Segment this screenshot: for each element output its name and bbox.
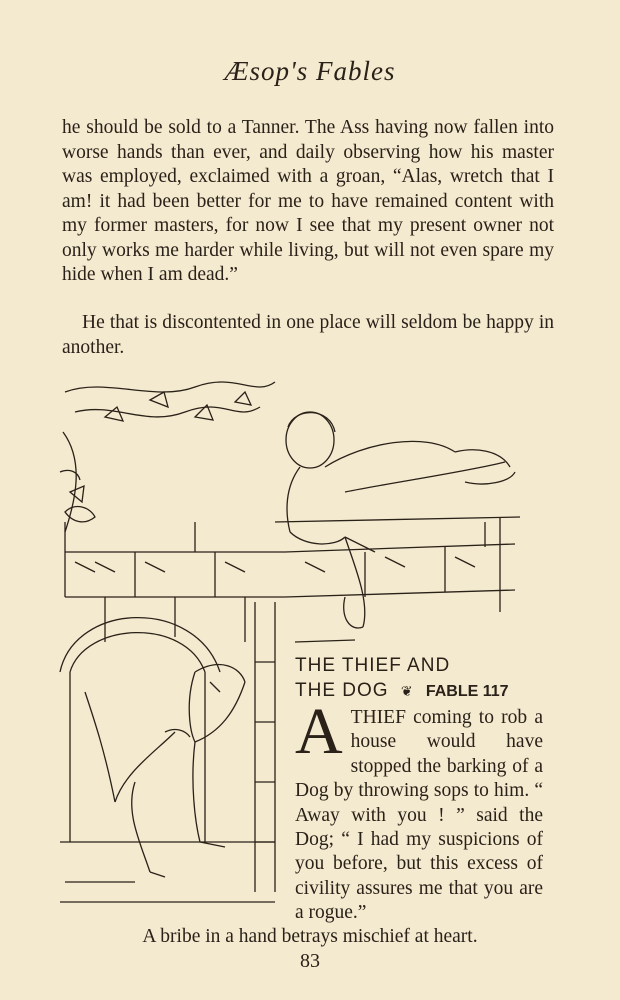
kennel-arch xyxy=(60,618,275,902)
paragraph-text: He that is discontented in one place will seldom be happy in another. xyxy=(62,312,554,358)
fable-body-text: THIEF coming to rob a house would have stopped the barking of a Dog by throwing sops to him. “ Away with you ! ” said the Dog; “ I had my suspicions of you before, but this excess of civility assures me that you are a rogue.” xyxy=(295,707,543,924)
dog-figure xyxy=(85,665,245,877)
fable-title-line-2: THE DOG xyxy=(295,680,389,701)
fable-number: FABLE 117 xyxy=(425,683,509,700)
paragraph-continuation xyxy=(62,116,554,288)
fable-text xyxy=(295,695,543,926)
page-number: 83 xyxy=(300,950,320,972)
fable-moral: A bribe in a hand betrays mischief at heart. xyxy=(142,926,478,947)
fable-title-line-1: THE THIEF AND xyxy=(295,655,451,676)
paragraph-text: he should be sold to a Tanner. The Ass having now fallen into worse hands than ever, and daily observing how his master was employed, exclaimed with a groan, “Alas, wretch that I am! it had been better for me to have remained content with my former masters, for now I see that my present owner not only works me harder while living, but will not even spare my hide when I am dead.” xyxy=(62,117,554,285)
drop-cap: A xyxy=(295,695,343,768)
paragraph-moral-previous xyxy=(62,311,554,360)
fleuron-icon: ❦ xyxy=(400,683,414,699)
ivy-vines xyxy=(60,382,275,532)
running-head: Æsop's Fables xyxy=(224,56,396,86)
